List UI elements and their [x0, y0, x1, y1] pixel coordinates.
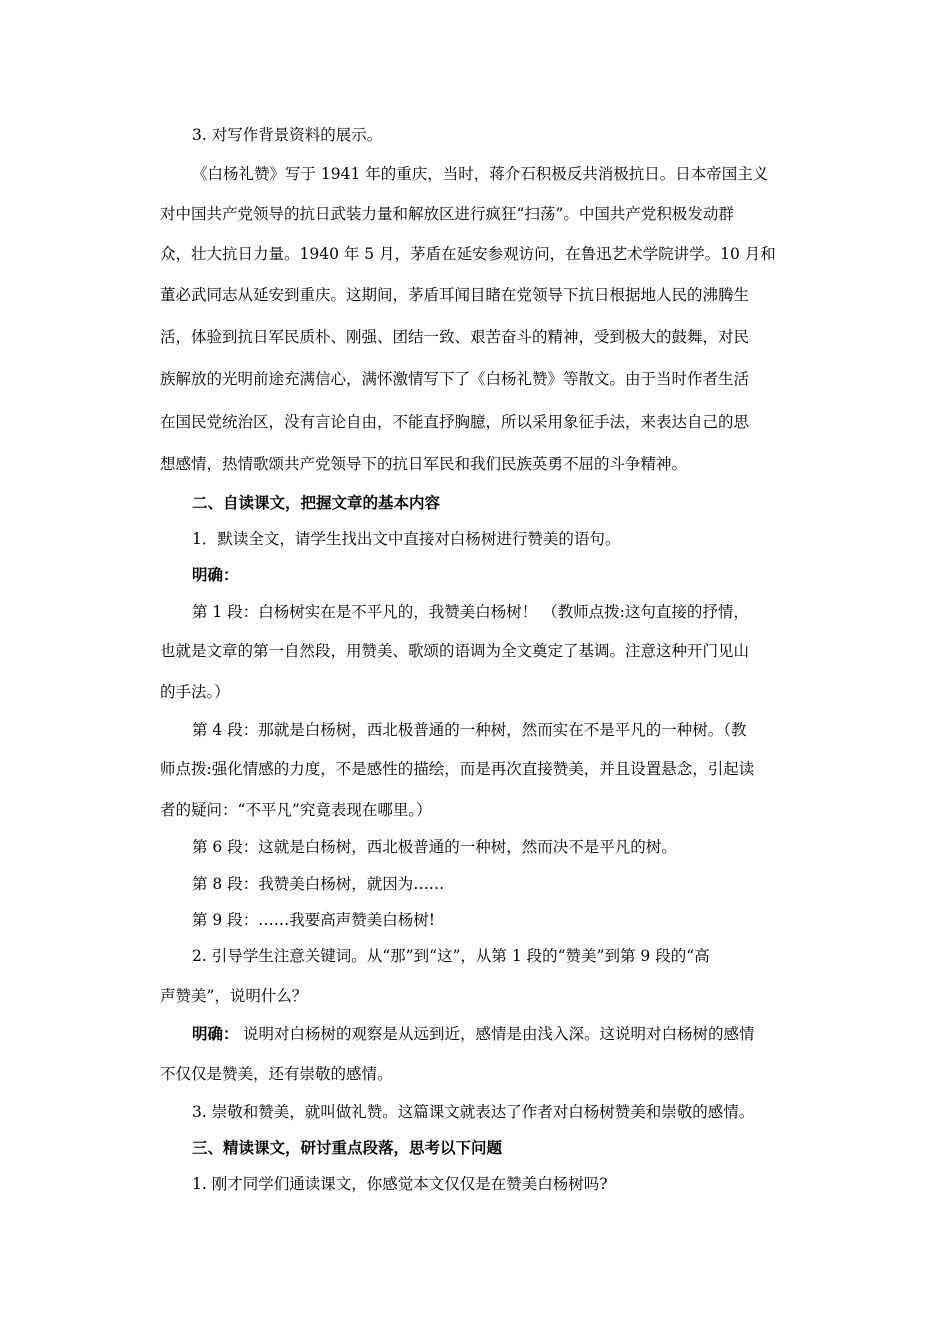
- text-line: 第 9 段：……我要高声赞美白杨树!: [192, 911, 435, 929]
- text-line: 2. 引导学生注意关键词。从“那”到“这”，从第 1 段的“赞美”到第 9 段的“高: [192, 947, 710, 965]
- text-line: 众，壮大抗日力量。1940 年 5 月，茅盾在延安参观访问，在鲁迅艺术学院讲学。10 月和: [160, 245, 776, 263]
- text-line: 在国民党统治区，没有言论自由，不能直抒胸臆，所以采用象征手法，来表达自己的思: [160, 413, 750, 431]
- text-line: 1．默读全文，请学生找出文中直接对白杨树进行赞美的语句。: [192, 530, 621, 548]
- text-line: 者的疑问：“不平凡”究竟表现在哪里。）: [160, 801, 432, 819]
- text-line: 的手法。）: [160, 683, 230, 701]
- text-line: 第 8 段：我赞美白杨树，就因为……: [192, 875, 445, 893]
- section-heading: 三、精读课文，研讨重点段落，思考以下问题: [192, 1138, 503, 1157]
- text-line: 对中国共产党领导的抗日武装力量和解放区进行疯狂“扫荡”。中国共产党积极发动群: [160, 205, 734, 223]
- text-line: 师点拨:强化情感的力度，不是感性的描绘，而是再次直接赞美，并且设置悬念，引起读: [160, 760, 755, 778]
- text-line: 第 6 段：这就是白杨树，西北极普通的一种树，然而决不是平凡的树。: [192, 838, 677, 856]
- text-line: 族解放的光明前途充满信心，满怀激情写下了《白杨礼赞》等散文。由于当时作者生活: [160, 370, 750, 388]
- section-heading: 二、自读课文，把握文章的基本内容: [192, 493, 441, 512]
- text-line: 1. 刚才同学们通读课文，你感觉本文仅仅是在赞美白杨树吗?: [192, 1175, 608, 1193]
- text-line: 声赞美”，说明什么？: [160, 987, 308, 1005]
- text-line: 第 4 段：那就是白杨树，西北极普通的一种树，然而实在不是平凡的一种树。（教: [192, 721, 747, 739]
- text-line: 3. 崇敬和赞美，就叫做礼赞。这篇课文就表达了作者对白杨树赞美和崇敬的感情。: [192, 1103, 755, 1121]
- text-line: 活，体验到抗日军民质朴、刚强、团结一致、艰苦奋斗的精神，受到极大的鼓舞，对民: [160, 328, 750, 346]
- text-line: 《白杨礼赞》写于 1941 年的重庆，当时，蒋介石积极反共消极抗日。日本帝国主义: [192, 165, 769, 183]
- text-line: 想感情，热情歌颂共产党领导下的抗日军民和我们民族英勇不屈的斗争精神。: [160, 455, 688, 473]
- text-line: 第 1 段：白杨树实在是不平凡的，我赞美白杨树！ （教师点拨:这句直接的抒情，: [192, 603, 749, 621]
- text-line: 3. 对写作背景资料的展示。: [192, 126, 383, 144]
- text-line: 董必武同志从延安到重庆。这期间，茅盾耳闻目睹在党领导下抗日根据地人民的沸腾生: [160, 286, 750, 304]
- text-line: 也就是文章的第一自然段，用赞美、歌颂的语调为全文奠定了基调。注意这种开门见山: [160, 642, 750, 660]
- text-line: 不仅仅是赞美，还有崇敬的感情。: [160, 1065, 393, 1083]
- answer-label: 明确：: [192, 1024, 239, 1043]
- text-line: 说明对白杨树的观察是从远到近，感情是由浅入深。这说明对白杨树的感情: [243, 1025, 755, 1043]
- answer-label: 明确：: [192, 565, 239, 584]
